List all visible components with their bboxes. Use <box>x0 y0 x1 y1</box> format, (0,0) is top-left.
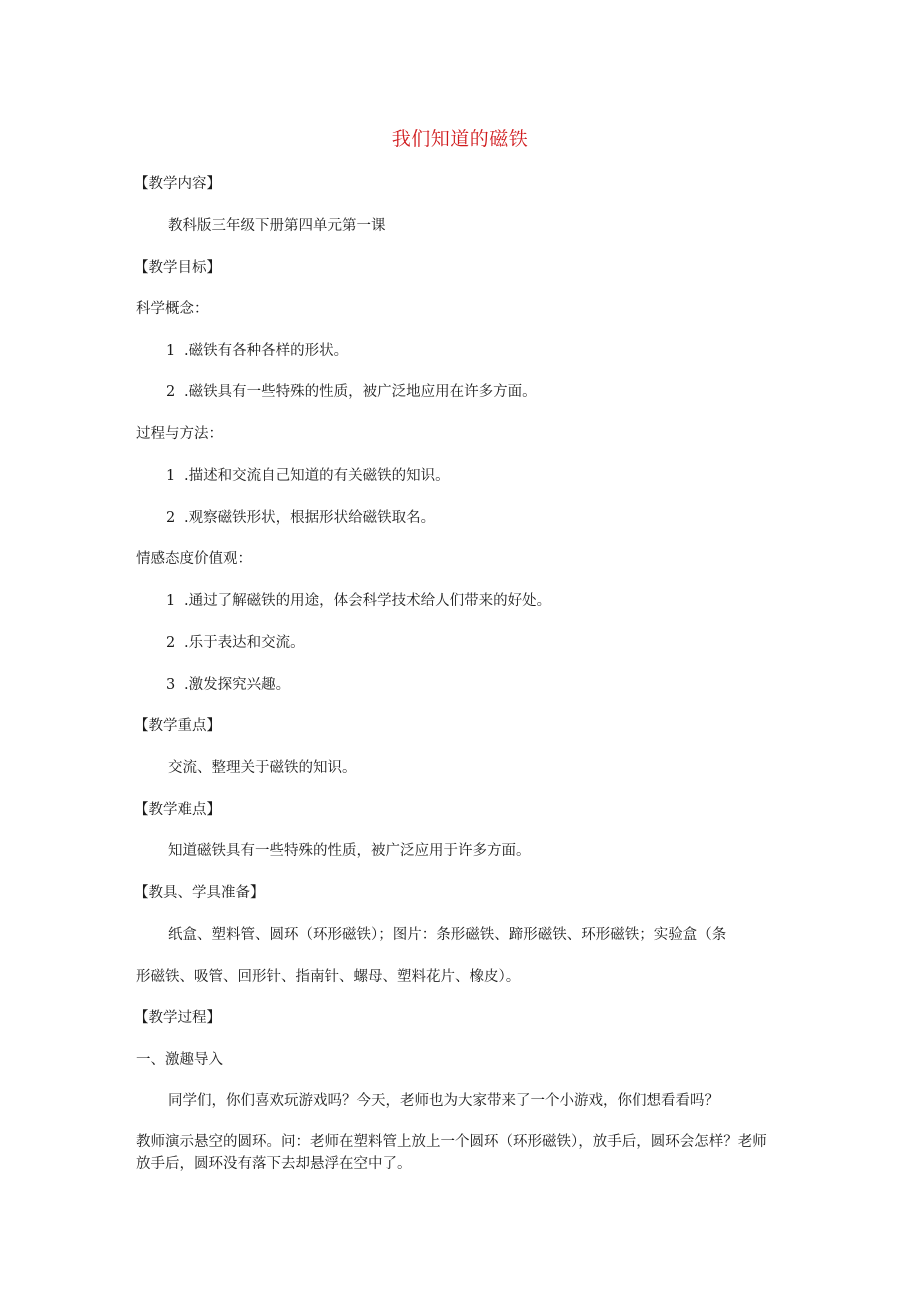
list-number: 1 <box>166 593 176 609</box>
list-item <box>166 341 348 361</box>
list-text: .磁铁有各种各样的形状。 <box>184 343 349 359</box>
teaching-tools-line-2: 形磁铁、吸管、回形针、指南针、螺母、塑料花片、橡皮）。 <box>136 969 521 985</box>
list-item <box>166 633 305 653</box>
heading-teaching-tools: 【教具、学具准备】 <box>134 885 265 901</box>
heading-teaching-content: 【教学内容】 <box>134 176 221 192</box>
list-item <box>166 466 450 486</box>
list-item <box>166 508 435 528</box>
list-text: .观察磁铁形状，根据形状给磁铁取名。 <box>184 510 436 526</box>
list-number: 2 <box>166 635 176 651</box>
difficulties-text: 知道磁铁具有一些特殊的性质，被广泛应用于许多方面。 <box>168 843 531 859</box>
list-text: .描述和交流自己知道的有关磁铁的知识。 <box>184 468 450 484</box>
step-one-text: 同学们，你们喜欢玩游戏吗？今天，老师也为大家带来了一个小游戏，你们想看看吗？ <box>168 1093 719 1109</box>
list-item <box>166 675 290 695</box>
teaching-content-text: 教科版三年级下册第四单元第一课 <box>168 218 386 234</box>
list-item <box>166 591 551 611</box>
list-text: .激发探究兴趣。 <box>184 677 291 693</box>
list-number: 1 <box>166 468 176 484</box>
list-text: .乐于表达和交流。 <box>184 635 305 651</box>
heading-difficulties: 【教学难点】 <box>134 802 221 818</box>
heading-teaching-goals: 【教学目标】 <box>134 260 221 276</box>
list-text: .通过了解磁铁的用途，体会科学技术给人们带来的好处。 <box>184 593 552 609</box>
step-one-label: 一、激趣导入 <box>136 1052 223 1068</box>
list-number: 3 <box>166 677 176 693</box>
attitude-values-label: 情感态度价值观： <box>136 551 252 567</box>
list-number: 2 <box>166 510 176 526</box>
heading-teaching-process: 【教学过程】 <box>134 1010 221 1026</box>
list-item <box>166 382 537 402</box>
step-one-demo-paragraph: 教师演示悬空的圆环。问：老师在塑料管上放上一个圆环（环形磁铁），放手后，圆环会怎样？老师放手后，圆环没有落下去却悬浮在空中了。 <box>136 1134 767 1172</box>
key-points-text: 交流、整理关于磁铁的知识。 <box>168 760 357 776</box>
heading-key-points: 【教学重点】 <box>134 718 221 734</box>
science-concept-label: 科学概念： <box>136 301 209 317</box>
teaching-tools-line-1: 纸盒、塑料管、圆环（环形磁铁）；图片：条形磁铁、蹄形磁铁、环形磁铁；实验盒（条 <box>168 927 727 943</box>
document-title: 我们知道的磁铁 <box>391 128 529 150</box>
list-text: .磁铁具有一些特殊的性质，被广泛地应用在许多方面。 <box>184 384 537 400</box>
process-method-label: 过程与方法： <box>136 426 223 442</box>
list-number: 1 <box>166 343 176 359</box>
list-number: 2 <box>166 384 176 400</box>
